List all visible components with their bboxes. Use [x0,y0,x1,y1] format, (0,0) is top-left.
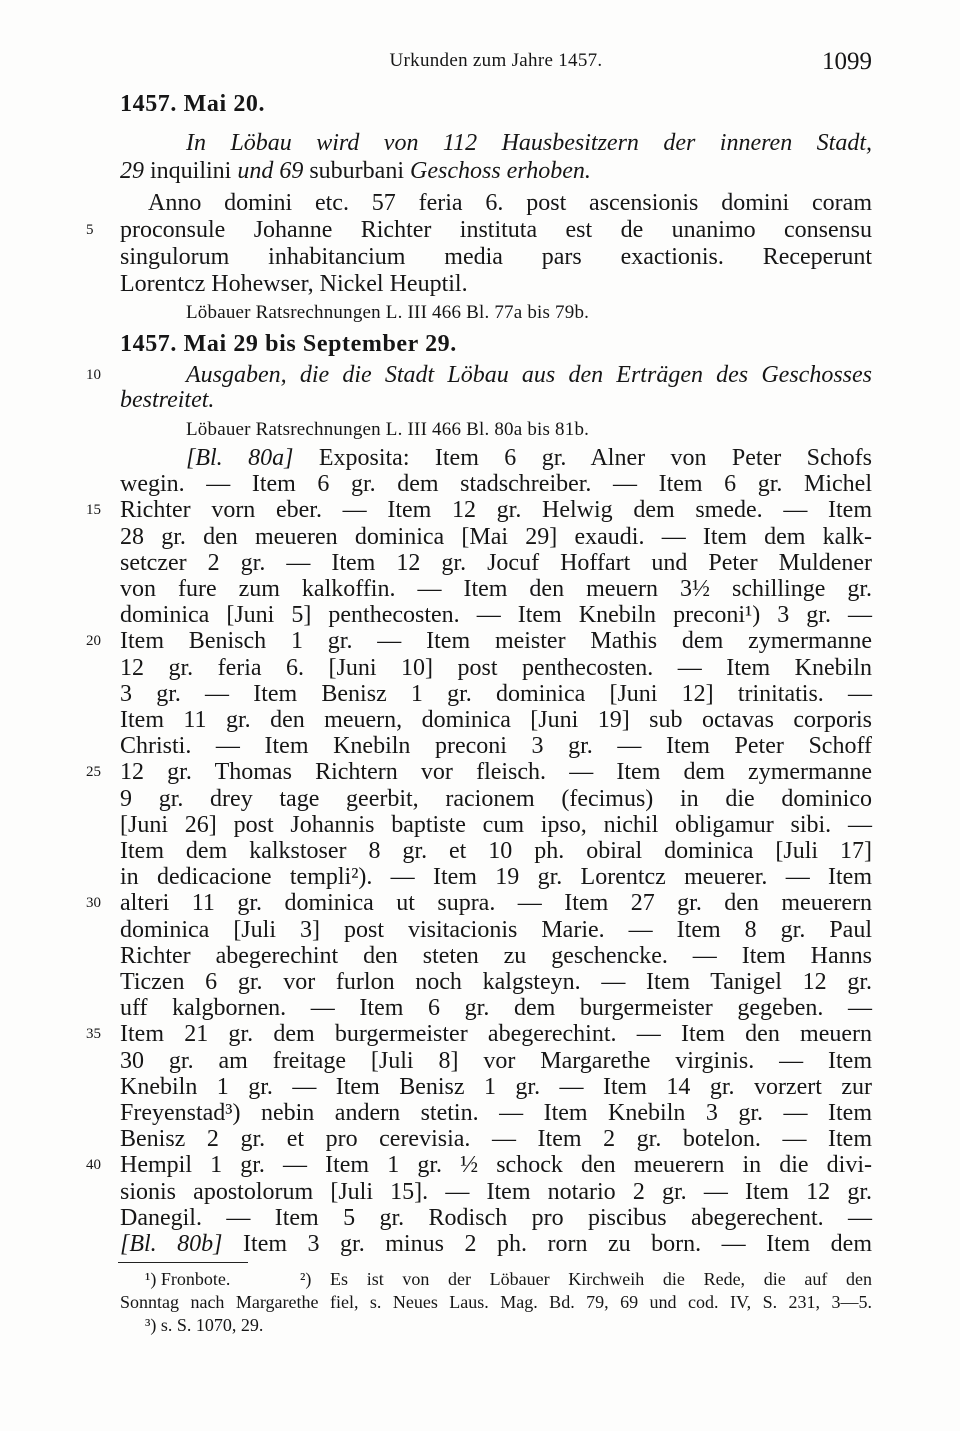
text-line [120,733,872,759]
text-line [120,838,872,864]
text-line-content: sionis apostolorum [Juli 15]. — Item notario 2 gr. — Item 12 gr. [120,1178,872,1205]
text-line [120,445,872,471]
text-line-content: 28 gr. den meueren dominica [Mai 29] exaudi. — Item dem kalk- [120,523,872,550]
summary-line [120,157,872,185]
text-line-content: Item 11 gr. den meuern, dominica [Juni 19] sub octavas corporis [120,707,872,734]
footnote-rule [118,1262,248,1263]
text-line-content: Item Benisch 1 gr. — Item meister Mathis dem zymermanne [120,628,872,655]
text-line [86,217,872,244]
running-title: Urkunden zum Jahre 1457. [389,50,603,71]
source-reference: Löbauer Ratsrechnungen L. III 466 Bl. 77a bis 79b. [186,302,590,323]
summary-text: bestreitet. [120,387,215,413]
summary-text: und 69 [231,158,310,184]
text-line-content: Knebiln 1 gr. — Item Benisz 1 gr. — Item 14 gr. vorzert zur [120,1073,872,1100]
folio-marker: [Bl. 80b] [120,1231,223,1258]
summary-line [120,129,872,157]
line-number: 25 [86,764,101,781]
entry-date: 1457. Mai 20. [120,91,266,117]
source-reference: Löbauer Ratsrechnungen L. III 466 Bl. 80a bis 81b. [186,419,590,440]
text-line-content: 12 gr. Thomas Richtern vor fleisch. — Item dem zymermanne [120,759,872,786]
summary-text: Ausgaben, die die Stadt Löbau aus den Erträgen des Geschosses [186,362,872,388]
text-line [120,707,872,733]
text-line-content: in dedicacione templi²). — Item 19 gr. Lorentcz meuerer. — Item [120,864,872,891]
text-line-content: Danegil. — Item 5 gr. Rodisch pro piscibus abegerechent. — [120,1204,872,1231]
text-line [86,759,872,786]
text-line-content: Item 21 gr. dem burgermeister abegerechint. — Item den meuern [120,1021,872,1048]
line-number: 10 [86,367,101,383]
text-line-content: Item dem kalkstoser 8 gr. et 10 ph. obiral dominica [Juli 17] [120,838,872,865]
line-number: 5 [86,222,94,238]
text-line-content: Lorentcz Hohewser, Nickel Heuptil. [120,271,468,297]
text-line-content: 12 gr. feria 6. [Juni 10] post penthecosten. — Item Knebiln [120,654,872,681]
text-line [120,550,872,576]
text-line-content: alteri 11 gr. dominica ut supra. — Item 27 gr. den meuerern [120,890,872,917]
text-line [120,812,872,838]
text-line-content: Anno domini etc. 57 feria 6. post ascensionis domini coram [148,190,872,216]
text-line [120,1074,872,1100]
text-line [120,786,872,812]
text-line [120,1100,872,1126]
document-text [86,445,872,1258]
line-number: 20 [86,633,101,650]
text-line-content: Ticzen 6 gr. vor furlon noch kalgsteyn. — Item Tanigel 12 gr. [120,969,872,996]
text-line-content: Benisz 2 gr. et pro cerevisia. — Item 2 gr. botelon. — Item [120,1126,872,1153]
text-line [120,1231,872,1257]
entry-summary [120,129,872,185]
footnote-line [120,1291,872,1314]
text-line [120,917,872,943]
text-line [86,1152,872,1179]
text-line-content: Item 3 gr. minus 2 ph. rorn zu born. — Item dem [222,1231,872,1258]
text-line [120,864,872,890]
line-number: 40 [86,1157,101,1174]
text-line [86,1021,872,1048]
footnote-2-continued: Sonntag nach Margarethe fiel, s. Neues Laus. Mag. Bd. 79, 69 und cod. IV, S. 231, 3—5. [120,1292,872,1312]
text-line-content: dominica [Juni 5] penthecosten. — Item Knebiln preconi¹) 3 gr. — [120,602,872,629]
text-line-content: Hempil 1 gr. — Item 1 gr. ½ schock den meuerern in die divi- [120,1152,872,1179]
text-line-content: von fure zum kalkoffin. — Item den meuern 3½ schillinge gr. [120,576,872,603]
text-line-content: Richter vorn eber. — Item 12 gr. Helwig dem smede. — Item [120,497,872,524]
text-line [120,244,872,271]
text-line [120,1205,872,1231]
summary-line [120,388,872,413]
text-line [120,995,872,1021]
text-line [86,890,872,917]
entry-date: 1457. Mai 29 bis September 29. [120,331,457,357]
summary-text: 29 [120,158,150,184]
text-line [86,628,872,655]
summary-latin-term: suburbani [309,158,404,184]
text-line [120,190,872,217]
text-line-content: dominica [Juli 3] post visitacionis Marie. — Item 8 gr. Paul [120,916,872,943]
text-line [120,943,872,969]
footnote-2: ²) Es ist von der Löbauer Kirchweih die Rede, die auf den [300,1269,872,1289]
text-line [120,969,872,995]
text-line-content: 3 gr. — Item Benisz 1 gr. dominica [Juni 12] trinitatis. — [120,680,872,707]
footnotes [120,1268,872,1337]
text-line [120,271,872,298]
entry-summary [86,362,872,413]
summary-text: Geschoss erhoben. [404,158,591,184]
text-line-content: singulorum inhabitancium media pars exactionis. Receperunt [120,244,872,270]
text-line [120,576,872,602]
footnote-line [120,1268,872,1291]
page-header [120,46,872,78]
text-line-content: setczer 2 gr. — Item 12 gr. Jocuf Hoffart und Peter Muldener [120,549,872,576]
text-line-content: [Juni 26] post Johannis baptiste cum ipso, nichil obligamur sibi. — [120,811,872,838]
summary-line [86,362,872,388]
footnote-1: ¹) Fronbote. [145,1269,231,1289]
text-line [120,602,872,628]
text-line-content: 9 gr. drey tage geerbit, racionem (fecimus) in die dominico [120,785,872,812]
summary-text: In Löbau wird von 112 Hausbesitzern der inneren Stadt, [186,130,872,156]
summary-latin-term: inquilini [150,158,232,184]
text-line-content: uff kalgbornen. — Item 6 gr. dem burgermeister gegeben. — [120,995,872,1022]
text-line-content: proconsule Johanne Richter instituta est de unanimo consensu [120,217,872,243]
text-line-content: Christi. — Item Knebiln preconi 3 gr. — Item Peter Schoff [120,733,872,760]
text-line [120,681,872,707]
text-line [120,1179,872,1205]
line-number: 15 [86,502,101,519]
text-line-content: 30 gr. am freitage [Juli 8] vor Margarethe virginis. — Item [120,1047,872,1074]
text-line-content: wegin. — Item 6 gr. dem stadschreiber. — Item 6 gr. Michel [120,471,872,498]
text-line [120,524,872,550]
line-number: 35 [86,1026,101,1043]
document-text [86,190,872,298]
text-line [120,655,872,681]
text-line-content: Exposita: Item 6 gr. Alner von Peter Schofs [293,445,872,471]
text-line [120,1126,872,1152]
line-number: 30 [86,895,101,912]
footnote-line [120,1314,872,1337]
text-line [86,497,872,524]
footnote-3: ³) s. S. 1070, 29. [145,1315,264,1335]
text-line [120,1048,872,1074]
text-line-content: Richter abegerechint den steten zu geschencke. — Item Hanns [120,942,872,969]
page-number: 1099 [822,48,872,75]
folio-marker: [Bl. 80a] [186,445,294,471]
text-line-content: Freyenstad³) nebin andern stetin. — Item Knebiln 3 gr. — Item [120,1100,872,1127]
text-line [120,471,872,497]
